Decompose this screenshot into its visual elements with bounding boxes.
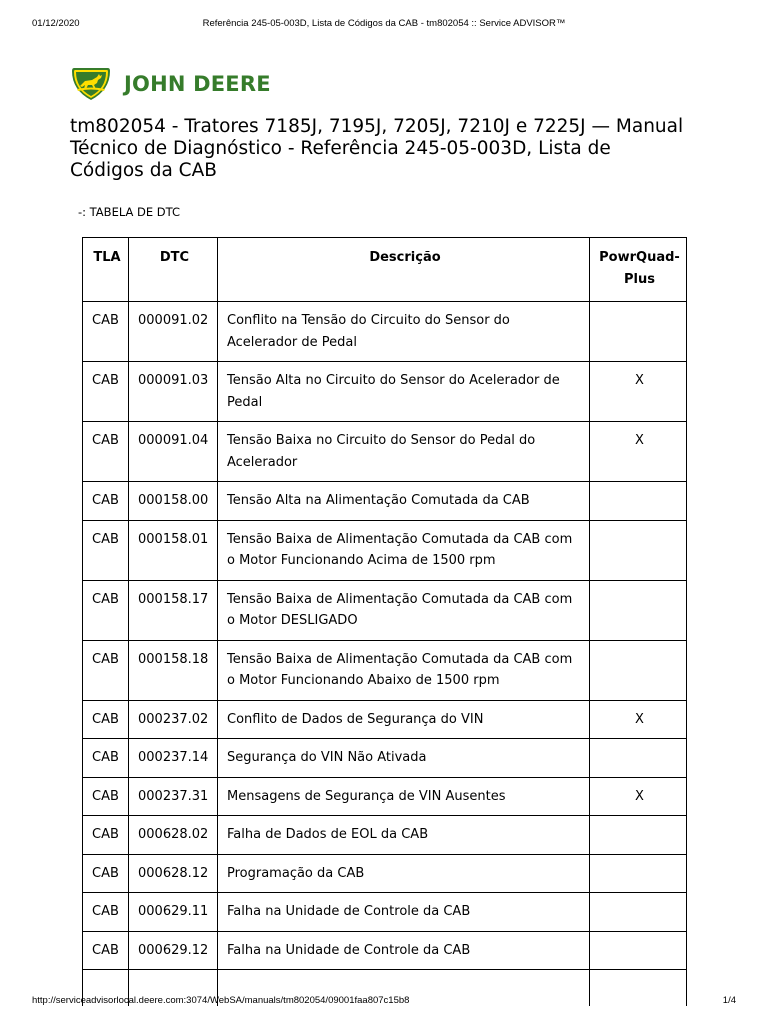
cell-powrquad-plus — [590, 302, 687, 362]
cell-description: Tensão Baixa de Alimentação Comutada da CAB com o Motor Funcionando Acima de 1500 rpm — [218, 520, 590, 580]
cell-dtc: 000237.14 — [129, 739, 218, 778]
cell-description: Falha na Unidade de Controle da CAB — [218, 931, 590, 970]
table-row — [83, 739, 687, 778]
table-row — [83, 816, 687, 855]
brand-name: JOHN DEERE — [124, 72, 271, 96]
cell-dtc: 000158.18 — [129, 640, 218, 700]
cell-powrquad-plus: X — [590, 777, 687, 816]
dtc-table — [82, 237, 687, 1006]
column-header-tla: TLA — [83, 238, 129, 302]
cell-powrquad-plus — [590, 580, 687, 640]
table-row — [83, 640, 687, 700]
cell-description: Tensão Alta na Alimentação Comutada da CAB — [218, 482, 590, 521]
cell-powrquad-plus — [590, 893, 687, 932]
cell-powrquad-plus — [590, 640, 687, 700]
cell-tla: CAB — [83, 893, 129, 932]
cell-tla: CAB — [83, 302, 129, 362]
cell-description: Conflito de Dados de Segurança do VIN — [218, 700, 590, 739]
cell-powrquad-plus — [590, 854, 687, 893]
section-label: -: TABELA DE DTC — [78, 205, 181, 219]
cell-tla: CAB — [83, 777, 129, 816]
table-row — [83, 362, 687, 422]
cell-powrquad-plus — [590, 931, 687, 970]
table-row — [83, 893, 687, 932]
table-header-row — [83, 238, 687, 302]
cell-description: Mensagens de Segurança de VIN Ausentes — [218, 777, 590, 816]
table-row — [83, 777, 687, 816]
cell-powrquad-plus — [590, 482, 687, 521]
cell-powrquad-plus: X — [590, 422, 687, 482]
cell-dtc: 000091.02 — [129, 302, 218, 362]
column-header-dtc: DTC — [129, 238, 218, 302]
cell-dtc: 000629.11 — [129, 893, 218, 932]
cell-dtc: 000158.01 — [129, 520, 218, 580]
cell-tla: CAB — [83, 640, 129, 700]
cell-tla: CAB — [83, 816, 129, 855]
cell-description: Falha de Dados de EOL da CAB — [218, 816, 590, 855]
page-title: tm802054 - Tratores 7185J, 7195J, 7205J, 7210J e 7225J — Manual Técnico de Diagnóstico - Referência 245-05-003D, Lista de Códigos da CAB — [70, 116, 684, 181]
cell-powrquad-plus — [590, 816, 687, 855]
table-row — [83, 580, 687, 640]
cell-dtc: 000628.12 — [129, 854, 218, 893]
cell-tla: CAB — [83, 700, 129, 739]
cell-dtc: 000237.31 — [129, 777, 218, 816]
page-url: http://serviceadvisorlocal.deere.com:3074/WebSA/manuals/tm802054/09001faa807c15b8 — [32, 995, 410, 1006]
cell-description: Programação da CAB — [218, 854, 590, 893]
cell-tla: CAB — [83, 422, 129, 482]
leaping-deer-icon — [70, 66, 112, 102]
cell-tla: CAB — [83, 580, 129, 640]
table-row — [83, 422, 687, 482]
john-deere-logo — [70, 66, 271, 102]
cell-powrquad-plus: X — [590, 362, 687, 422]
cell-description: Segurança do VIN Não Ativada — [218, 739, 590, 778]
cell-dtc: 000158.00 — [129, 482, 218, 521]
cell-description: Falha na Unidade de Controle da CAB — [218, 893, 590, 932]
cell-powrquad-plus — [590, 739, 687, 778]
print-page-title: Referência 245-05-003D, Lista de Códigos da CAB - tm802054 :: Service ADVISOR™ — [202, 18, 566, 29]
table-row — [83, 482, 687, 521]
cell-dtc: 000628.02 — [129, 816, 218, 855]
cell-description: Tensão Baixa de Alimentação Comutada da CAB com o Motor Funcionando Abaixo de 1500 rpm — [218, 640, 590, 700]
cell-description: Conflito na Tensão do Circuito do Sensor do Acelerador de Pedal — [218, 302, 590, 362]
table-row — [83, 302, 687, 362]
cell-dtc: 000237.02 — [129, 700, 218, 739]
cell-powrquad-plus: X — [590, 700, 687, 739]
print-footer — [32, 995, 736, 1009]
page-number: 1/4 — [722, 995, 736, 1006]
cell-dtc: 000629.12 — [129, 931, 218, 970]
cell-description: Tensão Baixa de Alimentação Comutada da CAB com o Motor DESLIGADO — [218, 580, 590, 640]
cell-tla: CAB — [83, 482, 129, 521]
cell-powrquad-plus — [590, 520, 687, 580]
cell-dtc: 000091.04 — [129, 422, 218, 482]
column-header-description: Descrição — [218, 238, 590, 302]
print-header — [32, 18, 736, 32]
column-header-powrquad-plus: PowrQuad-Plus — [590, 238, 687, 302]
cell-description: Tensão Baixa no Circuito do Sensor do Pedal do Acelerador — [218, 422, 590, 482]
table-row — [83, 700, 687, 739]
table-row — [83, 854, 687, 893]
print-date: 01/12/2020 — [32, 18, 80, 29]
cell-tla: CAB — [83, 362, 129, 422]
cell-tla: CAB — [83, 854, 129, 893]
cell-dtc: 000158.17 — [129, 580, 218, 640]
cell-dtc: 000091.03 — [129, 362, 218, 422]
table-row — [83, 520, 687, 580]
table-row — [83, 931, 687, 970]
cell-tla: CAB — [83, 520, 129, 580]
cell-description: Tensão Alta no Circuito do Sensor do Acelerador de Pedal — [218, 362, 590, 422]
cell-tla: CAB — [83, 739, 129, 778]
cell-tla: CAB — [83, 931, 129, 970]
